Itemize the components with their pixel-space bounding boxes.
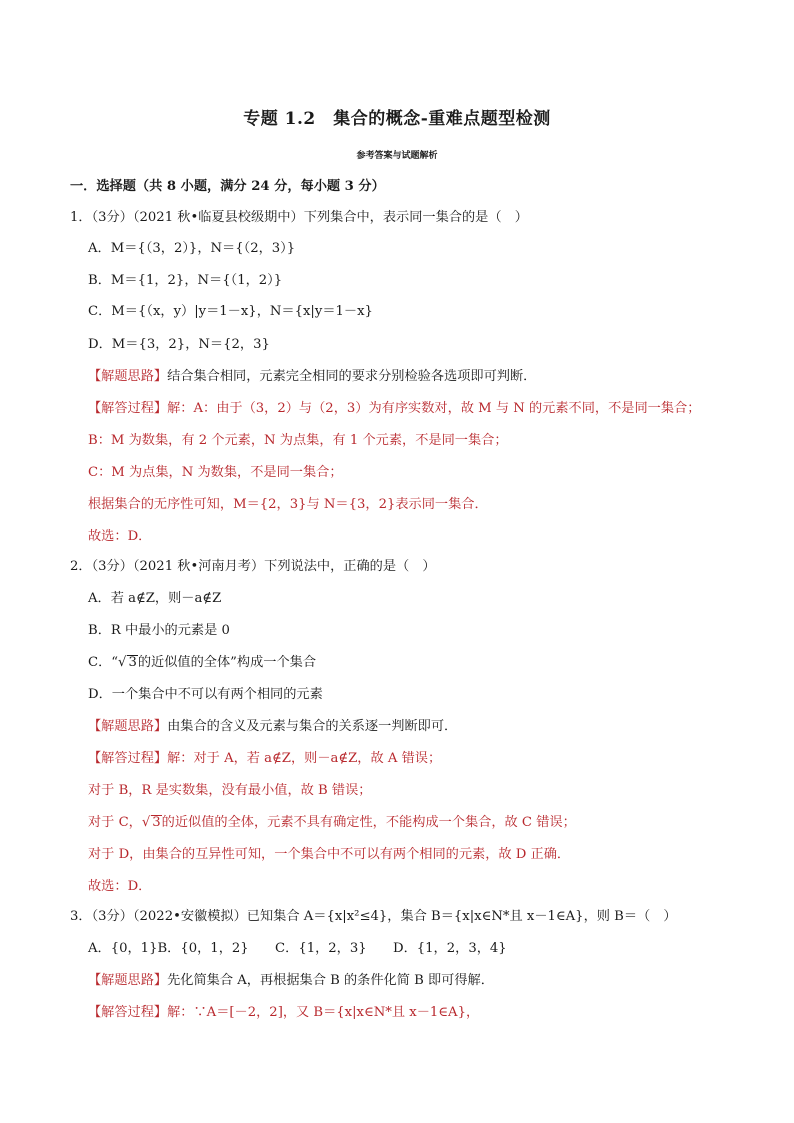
question-2-solution-process xyxy=(88,750,441,768)
option-c-prefix: C．“ xyxy=(88,655,119,670)
sqrt-radicand: 3 xyxy=(128,655,137,670)
analysis-c-prefix: 对于 C， xyxy=(88,815,142,830)
question-2-analysis-c xyxy=(88,814,576,832)
question-1-option-d: D．M＝{3，2}，N＝{2，3} xyxy=(88,337,270,352)
solution-idea-tag: 【解题思路】 xyxy=(88,719,168,734)
analysis-d-prefix: 根据集合的无序性可知， xyxy=(88,497,234,512)
question-2-option-d: D．一个集合中不可以有两个相同的元素 xyxy=(88,687,323,702)
solution-idea-text: 先化简集合 A，再根据集合 B 的条件化简 B 即可得解． xyxy=(167,973,494,988)
question-2-answer xyxy=(88,878,151,896)
analysis-c-suffix: 的近似值的全体，元素不具有确定性，不能构成一个集合，故 C 错误； xyxy=(161,815,576,830)
solution-process-tag: 【解答过程】 xyxy=(88,751,168,766)
question-1-option-c: C．M＝{（x，y）|y＝1－x}，N＝{x|y＝1－x} xyxy=(88,304,373,319)
question-2-stem: 2．（3分）（2021 秋•河南月考）下列说法中，正确的是（ ） xyxy=(70,559,436,574)
solution-process-tag: 【解答过程】 xyxy=(88,1005,168,1020)
solution-process-text: 解：对于 A，若 a∉Z，则－a∉Z，故 A 错误； xyxy=(167,751,442,766)
question-1-solution-idea xyxy=(88,368,536,386)
sqrt-radicand: 3 xyxy=(152,815,161,830)
sqrt-symbol: √ xyxy=(118,655,127,670)
page-title: 专题 1.2 集合的概念-重难点题型检测 xyxy=(243,109,551,129)
question-1-analysis-d xyxy=(88,496,488,514)
question-3-solution-idea xyxy=(88,972,494,990)
question-1-analysis-c: C：M 为点集，N 为数集，不是同一集合； xyxy=(88,465,343,480)
solution-process-tag: 【解答过程】 xyxy=(88,401,168,416)
solution-process-text: 解：A：由于（3，2）与（2，3）为有序实数对，故 M 与 N 的元素不同，不是同一集合； xyxy=(167,401,701,416)
answer-prefix: 故选： xyxy=(88,529,128,544)
solution-process-text: 解：∵A＝[－2，2]，又 B＝{x|x∈N*且 x－1∈A}， xyxy=(167,1005,480,1020)
sqrt-symbol: √ xyxy=(141,815,151,830)
question-2-option-b: B．R 中最小的元素是 0 xyxy=(88,623,230,638)
question-2-option-a: A．若 a∉Z，则－a∉Z xyxy=(88,591,222,606)
question-1-solution-process xyxy=(88,400,700,418)
question-1-stem: 1．（3分）（2021 秋•临夏县校级期中）下列集合中，表示同一集合的是（ ） xyxy=(70,210,528,225)
answer-value: D． xyxy=(127,529,152,544)
question-3-options: A．{0，1}B．{0，1，2} C．{1，2，3} D．{1，2，3，4} xyxy=(88,941,507,956)
section-heading: 一．选择题（共 8 小题，满分 24 分，每小题 3 分） xyxy=(70,179,385,194)
answer-value: D． xyxy=(127,879,152,894)
solution-idea-tag: 【解题思路】 xyxy=(88,973,168,988)
page-subtitle: 参考答案与试题解析 xyxy=(356,151,438,161)
question-1-answer xyxy=(88,528,151,546)
analysis-d-sets: M＝{2，3}与 N＝{3，2} xyxy=(233,497,396,512)
solution-idea-tag: 【解题思路】 xyxy=(88,369,168,384)
answer-prefix: 故选： xyxy=(88,879,128,894)
question-1-analysis-b: B：M 为数集，有 2 个元素，N 为点集，有 1 个元素，不是同一集合； xyxy=(88,433,508,448)
question-3-stem: 3．（3分）（2022•安徽模拟）已知集合 A＝{x|x²≤4}，集合 B＝{x|x∈N*且 x－1∈A}，则 B＝（ ） xyxy=(70,909,677,924)
solution-idea-text: 由集合的含义及元素与集合的关系逐一判断即可． xyxy=(167,719,458,734)
question-3-solution-process xyxy=(88,1004,479,1022)
question-2-analysis-b: 对于 B，R 是实数集，没有最小值，故 B 错误； xyxy=(88,783,372,798)
solution-idea-text: 结合集合相同，元素完全相同的要求分别检验各选项即可判断． xyxy=(167,369,537,384)
question-2-analysis-d: 对于 D，由集合的互异性可知，一个集合中不可以有两个相同的元素，故 D 正确． xyxy=(88,847,571,862)
question-1-option-a: A．M＝{（3，2）}，N＝{（2，3）} xyxy=(88,241,296,256)
analysis-d-suffix: 表示同一集合． xyxy=(395,497,488,512)
option-c-suffix: 的近似值的全体”构成一个集合 xyxy=(137,655,317,670)
question-1-option-b: B．M＝{1，2}，N＝{（1，2）} xyxy=(88,273,283,288)
question-2-option-c xyxy=(88,654,316,672)
question-2-solution-idea xyxy=(88,718,457,736)
